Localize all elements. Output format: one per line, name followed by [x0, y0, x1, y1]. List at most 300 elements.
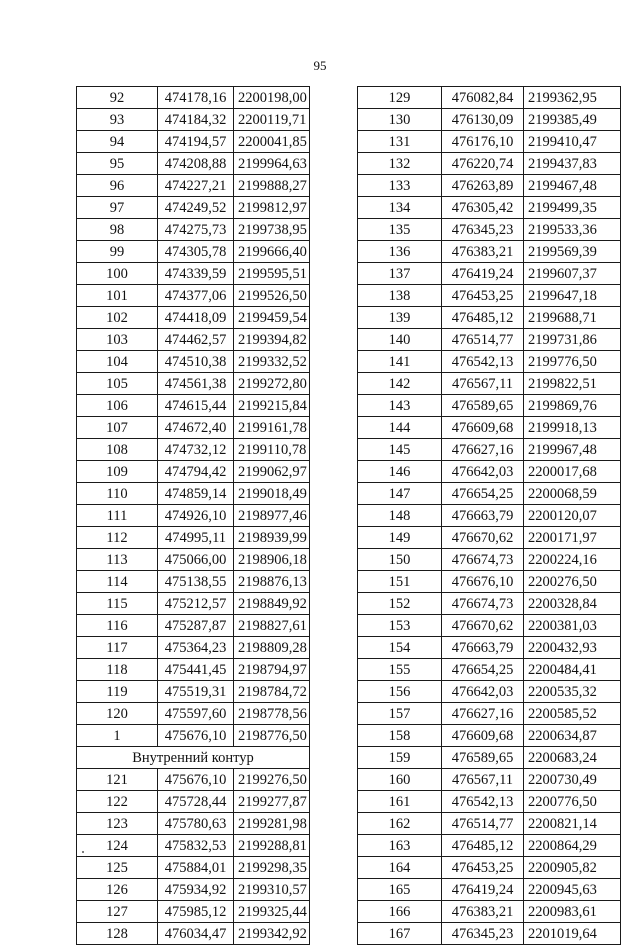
table-row [358, 923, 621, 945]
y-coordinate-cell: 2200017,68 [524, 461, 621, 483]
x-coordinate-cell: 476220,74 [442, 153, 524, 175]
x-coordinate-cell: 475985,12 [158, 901, 234, 923]
table-row [358, 659, 621, 681]
y-coordinate-cell: 2200945,63 [524, 879, 621, 901]
y-coordinate-cell: 2199731,86 [524, 329, 621, 351]
y-coordinate-cell: 2199467,48 [524, 175, 621, 197]
y-coordinate-cell: 2198778,56 [234, 703, 310, 725]
table-row [77, 659, 310, 681]
point-number-cell: 120 [77, 703, 158, 725]
table-row [77, 307, 310, 329]
point-number-cell: 101 [77, 285, 158, 307]
y-coordinate-cell: 2199688,71 [524, 307, 621, 329]
table-row [358, 417, 621, 439]
y-coordinate-cell: 2199362,95 [524, 87, 621, 109]
point-number-cell: 121 [77, 769, 158, 791]
table-row [358, 901, 621, 923]
point-number-cell: 154 [358, 637, 442, 659]
y-coordinate-cell: 2200171,97 [524, 527, 621, 549]
point-number-cell: 132 [358, 153, 442, 175]
point-number-cell: 124 [77, 835, 158, 857]
y-coordinate-cell: 2199276,50 [234, 769, 310, 791]
x-coordinate-cell: 475519,31 [158, 681, 234, 703]
y-coordinate-cell: 2200683,24 [524, 747, 621, 769]
y-coordinate-cell: 2200120,07 [524, 505, 621, 527]
point-number-cell: 137 [358, 263, 442, 285]
x-coordinate-cell: 476654,25 [442, 483, 524, 505]
point-number-cell: 153 [358, 615, 442, 637]
table-row [358, 505, 621, 527]
x-coordinate-cell: 474275,73 [158, 219, 234, 241]
x-coordinate-cell: 476345,23 [442, 923, 524, 945]
y-coordinate-cell: 2198906,18 [234, 549, 310, 571]
x-coordinate-cell: 476542,13 [442, 791, 524, 813]
x-coordinate-cell: 474227,21 [158, 175, 234, 197]
point-number-cell: 147 [358, 483, 442, 505]
point-number-cell: 139 [358, 307, 442, 329]
table-row [358, 263, 621, 285]
x-coordinate-cell: 476663,79 [442, 637, 524, 659]
table-row [77, 483, 310, 505]
x-coordinate-cell: 476082,84 [442, 87, 524, 109]
table-row [358, 857, 621, 879]
point-number-cell: 125 [77, 857, 158, 879]
y-coordinate-cell: 2200432,93 [524, 637, 621, 659]
point-number-cell: 131 [358, 131, 442, 153]
table-row [358, 549, 621, 571]
y-coordinate-cell: 2200224,16 [524, 549, 621, 571]
x-coordinate-cell: 476453,25 [442, 857, 524, 879]
y-coordinate-cell: 2199595,51 [234, 263, 310, 285]
y-coordinate-cell: 2199533,36 [524, 219, 621, 241]
y-coordinate-cell: 2200119,71 [234, 109, 310, 131]
table-row [358, 109, 621, 131]
table-row [358, 527, 621, 549]
y-coordinate-cell: 2199161,78 [234, 417, 310, 439]
table-row [358, 351, 621, 373]
y-coordinate-cell: 2199459,54 [234, 307, 310, 329]
table-row [77, 835, 310, 857]
table-row [358, 681, 621, 703]
y-coordinate-cell: 2199272,80 [234, 373, 310, 395]
point-number-cell: 109 [77, 461, 158, 483]
y-coordinate-cell: 2199281,98 [234, 813, 310, 835]
y-coordinate-cell: 2199647,18 [524, 285, 621, 307]
table-row [358, 131, 621, 153]
x-coordinate-cell: 474305,78 [158, 241, 234, 263]
x-coordinate-cell: 475728,44 [158, 791, 234, 813]
x-coordinate-cell: 476345,23 [442, 219, 524, 241]
table-row [358, 835, 621, 857]
x-coordinate-cell: 474561,38 [158, 373, 234, 395]
y-coordinate-cell: 2200983,61 [524, 901, 621, 923]
y-coordinate-cell: 2201019,64 [524, 923, 621, 945]
table-row [358, 879, 621, 901]
x-coordinate-cell: 476485,12 [442, 835, 524, 857]
x-coordinate-cell: 475934,92 [158, 879, 234, 901]
x-coordinate-cell: 475597,60 [158, 703, 234, 725]
table-row [77, 87, 310, 109]
table-row [77, 175, 310, 197]
y-coordinate-cell: 2199018,49 [234, 483, 310, 505]
table-row [358, 197, 621, 219]
table-row [77, 153, 310, 175]
point-number-cell: 106 [77, 395, 158, 417]
table-row [77, 703, 310, 725]
y-coordinate-cell: 2199822,51 [524, 373, 621, 395]
table-row [77, 285, 310, 307]
table-row [77, 549, 310, 571]
table-row [77, 725, 310, 747]
point-number-cell: 150 [358, 549, 442, 571]
x-coordinate-cell: 476542,13 [442, 351, 524, 373]
y-coordinate-cell: 2199666,40 [234, 241, 310, 263]
x-coordinate-cell: 476130,09 [442, 109, 524, 131]
x-coordinate-cell: 476453,25 [442, 285, 524, 307]
table-row [358, 593, 621, 615]
point-number-cell: 97 [77, 197, 158, 219]
x-coordinate-cell: 474184,32 [158, 109, 234, 131]
y-coordinate-cell: 2199342,92 [234, 923, 310, 945]
table-row [77, 197, 310, 219]
y-coordinate-cell: 2200585,52 [524, 703, 621, 725]
y-coordinate-cell: 2200041,85 [234, 131, 310, 153]
table-row [77, 791, 310, 813]
y-coordinate-cell: 2200068,59 [524, 483, 621, 505]
x-coordinate-cell: 474794,42 [158, 461, 234, 483]
x-coordinate-cell: 475780,63 [158, 813, 234, 835]
table-row [358, 241, 621, 263]
point-number-cell: 136 [358, 241, 442, 263]
table-row [358, 373, 621, 395]
x-coordinate-cell: 476383,21 [442, 901, 524, 923]
table-row [358, 637, 621, 659]
x-coordinate-cell: 475676,10 [158, 725, 234, 747]
y-coordinate-cell: 2198939,99 [234, 527, 310, 549]
x-coordinate-cell: 475212,57 [158, 593, 234, 615]
table-row [77, 395, 310, 417]
x-coordinate-cell: 474194,57 [158, 131, 234, 153]
point-number-cell: 99 [77, 241, 158, 263]
y-coordinate-cell: 2199499,35 [524, 197, 621, 219]
point-number-cell: 112 [77, 527, 158, 549]
table-row [77, 923, 310, 945]
x-coordinate-cell: 476627,16 [442, 439, 524, 461]
point-number-cell: 167 [358, 923, 442, 945]
point-number-cell: 1 [77, 725, 158, 747]
table-row [358, 615, 621, 637]
x-coordinate-cell: 476176,10 [442, 131, 524, 153]
y-coordinate-cell: 2198849,92 [234, 593, 310, 615]
y-coordinate-cell: 2199526,50 [234, 285, 310, 307]
table-row [358, 87, 621, 109]
y-coordinate-cell: 2199310,57 [234, 879, 310, 901]
y-coordinate-cell: 2199110,78 [234, 439, 310, 461]
y-coordinate-cell: 2200821,14 [524, 813, 621, 835]
point-number-cell: 163 [358, 835, 442, 857]
y-coordinate-cell: 2199607,37 [524, 263, 621, 285]
x-coordinate-cell: 476263,89 [442, 175, 524, 197]
y-coordinate-cell: 2199888,27 [234, 175, 310, 197]
table-row [358, 153, 621, 175]
point-number-cell: 143 [358, 395, 442, 417]
y-coordinate-cell: 2198876,13 [234, 571, 310, 593]
point-number-cell: 115 [77, 593, 158, 615]
x-coordinate-cell: 476642,03 [442, 461, 524, 483]
table-row [77, 681, 310, 703]
x-coordinate-cell: 475441,45 [158, 659, 234, 681]
point-number-cell: 152 [358, 593, 442, 615]
y-coordinate-cell: 2198784,72 [234, 681, 310, 703]
table-row [77, 417, 310, 439]
table-row [358, 175, 621, 197]
x-coordinate-cell: 476642,03 [442, 681, 524, 703]
x-coordinate-cell: 475066,00 [158, 549, 234, 571]
point-number-cell: 165 [358, 879, 442, 901]
point-number-cell: 100 [77, 263, 158, 285]
x-coordinate-cell: 476034,47 [158, 923, 234, 945]
table-row [358, 219, 621, 241]
point-number-cell: 151 [358, 571, 442, 593]
point-number-cell: 102 [77, 307, 158, 329]
table-row [358, 439, 621, 461]
x-coordinate-cell: 476514,77 [442, 329, 524, 351]
point-number-cell: 92 [77, 87, 158, 109]
x-coordinate-cell: 476670,62 [442, 527, 524, 549]
y-coordinate-cell: 2200776,50 [524, 791, 621, 813]
x-coordinate-cell: 476627,16 [442, 703, 524, 725]
y-coordinate-cell: 2199385,49 [524, 109, 621, 131]
point-number-cell: 117 [77, 637, 158, 659]
table-row [358, 813, 621, 835]
table-row [77, 461, 310, 483]
x-coordinate-cell: 476609,68 [442, 417, 524, 439]
table-row [77, 813, 310, 835]
point-number-cell: 126 [77, 879, 158, 901]
y-coordinate-cell: 2199437,83 [524, 153, 621, 175]
table-row [358, 747, 621, 769]
x-coordinate-cell: 476419,24 [442, 879, 524, 901]
x-coordinate-cell: 476419,24 [442, 263, 524, 285]
point-number-cell: 105 [77, 373, 158, 395]
point-number-cell: 127 [77, 901, 158, 923]
x-coordinate-cell: 476589,65 [442, 395, 524, 417]
y-coordinate-cell: 2200535,32 [524, 681, 621, 703]
x-coordinate-cell: 476663,79 [442, 505, 524, 527]
table-row [358, 571, 621, 593]
x-coordinate-cell: 476567,11 [442, 373, 524, 395]
table-row [77, 131, 310, 153]
point-number-cell: 95 [77, 153, 158, 175]
point-number-cell: 114 [77, 571, 158, 593]
y-coordinate-cell: 2199738,95 [234, 219, 310, 241]
point-number-cell: 108 [77, 439, 158, 461]
table-row [77, 857, 310, 879]
table-row [77, 901, 310, 923]
table-row [77, 439, 310, 461]
x-coordinate-cell: 476383,21 [442, 241, 524, 263]
point-number-cell: 156 [358, 681, 442, 703]
point-number-cell: 161 [358, 791, 442, 813]
point-number-cell: 145 [358, 439, 442, 461]
x-coordinate-cell: 476589,65 [442, 747, 524, 769]
y-coordinate-cell: 2198827,61 [234, 615, 310, 637]
section-caption-row [77, 747, 310, 769]
y-coordinate-cell: 2198776,50 [234, 725, 310, 747]
x-coordinate-cell: 474510,38 [158, 351, 234, 373]
x-coordinate-cell: 474672,40 [158, 417, 234, 439]
x-coordinate-cell: 476674,73 [442, 593, 524, 615]
y-coordinate-cell: 2199062,97 [234, 461, 310, 483]
y-coordinate-cell: 2199964,63 [234, 153, 310, 175]
point-number-cell: 159 [358, 747, 442, 769]
point-number-cell: 130 [358, 109, 442, 131]
x-coordinate-cell: 475884,01 [158, 857, 234, 879]
table-row [77, 593, 310, 615]
point-number-cell: 134 [358, 197, 442, 219]
x-coordinate-cell: 475287,87 [158, 615, 234, 637]
point-number-cell: 93 [77, 109, 158, 131]
x-coordinate-cell: 474732,12 [158, 439, 234, 461]
point-number-cell: 107 [77, 417, 158, 439]
point-number-cell: 103 [77, 329, 158, 351]
y-coordinate-cell: 2199967,48 [524, 439, 621, 461]
x-coordinate-cell: 476514,77 [442, 813, 524, 835]
table-row [358, 483, 621, 505]
y-coordinate-cell: 2199569,39 [524, 241, 621, 263]
x-coordinate-cell: 474178,16 [158, 87, 234, 109]
table-row [358, 395, 621, 417]
table-row [358, 285, 621, 307]
point-number-cell: 164 [358, 857, 442, 879]
x-coordinate-cell: 474859,14 [158, 483, 234, 505]
y-coordinate-cell: 2198794,97 [234, 659, 310, 681]
point-number-cell: 149 [358, 527, 442, 549]
point-number-cell: 94 [77, 131, 158, 153]
y-coordinate-cell: 2199332,52 [234, 351, 310, 373]
point-number-cell: 155 [358, 659, 442, 681]
table-row [358, 769, 621, 791]
y-coordinate-cell: 2200864,29 [524, 835, 621, 857]
table-row [358, 307, 621, 329]
point-number-cell: 135 [358, 219, 442, 241]
x-coordinate-cell: 475364,23 [158, 637, 234, 659]
x-coordinate-cell: 475832,53 [158, 835, 234, 857]
y-coordinate-cell: 2199918,13 [524, 417, 621, 439]
point-number-cell: 146 [358, 461, 442, 483]
y-coordinate-cell: 2199277,87 [234, 791, 310, 813]
y-coordinate-cell: 2200730,49 [524, 769, 621, 791]
x-coordinate-cell: 476674,73 [442, 549, 524, 571]
inner-contour-caption: Внутренний контур [77, 747, 310, 769]
y-coordinate-cell: 2200198,00 [234, 87, 310, 109]
x-coordinate-cell: 474615,44 [158, 395, 234, 417]
point-number-cell: 162 [358, 813, 442, 835]
scan-speck [82, 851, 84, 853]
point-number-cell: 148 [358, 505, 442, 527]
point-number-cell: 111 [77, 505, 158, 527]
point-number-cell: 122 [77, 791, 158, 813]
coordinates-table-left [76, 86, 310, 945]
table-row [77, 351, 310, 373]
y-coordinate-cell: 2199394,82 [234, 329, 310, 351]
point-number-cell: 118 [77, 659, 158, 681]
point-number-cell: 119 [77, 681, 158, 703]
table-row [77, 329, 310, 351]
point-number-cell: 116 [77, 615, 158, 637]
point-number-cell: 140 [358, 329, 442, 351]
y-coordinate-cell: 2199288,81 [234, 835, 310, 857]
table-row [77, 879, 310, 901]
x-coordinate-cell: 476609,68 [442, 725, 524, 747]
x-coordinate-cell: 474418,09 [158, 307, 234, 329]
point-number-cell: 144 [358, 417, 442, 439]
point-number-cell: 104 [77, 351, 158, 373]
coordinates-table-right [357, 86, 621, 945]
point-number-cell: 128 [77, 923, 158, 945]
x-coordinate-cell: 475138,55 [158, 571, 234, 593]
x-coordinate-cell: 476670,62 [442, 615, 524, 637]
y-coordinate-cell: 2200634,87 [524, 725, 621, 747]
table-row [358, 791, 621, 813]
y-coordinate-cell: 2200381,03 [524, 615, 621, 637]
y-coordinate-cell: 2199298,35 [234, 857, 310, 879]
y-coordinate-cell: 2200905,82 [524, 857, 621, 879]
x-coordinate-cell: 474926,10 [158, 505, 234, 527]
y-coordinate-cell: 2199812,97 [234, 197, 310, 219]
table-row [358, 725, 621, 747]
point-number-cell: 110 [77, 483, 158, 505]
x-coordinate-cell: 474208,88 [158, 153, 234, 175]
point-number-cell: 96 [77, 175, 158, 197]
table-row [77, 769, 310, 791]
table-row [77, 615, 310, 637]
point-number-cell: 160 [358, 769, 442, 791]
page-number: 95 [313, 58, 327, 73]
table-row [77, 109, 310, 131]
table-row [77, 263, 310, 285]
y-coordinate-cell: 2199410,47 [524, 131, 621, 153]
y-coordinate-cell: 2199215,84 [234, 395, 310, 417]
point-number-cell: 123 [77, 813, 158, 835]
x-coordinate-cell: 474995,11 [158, 527, 234, 549]
table-row [77, 637, 310, 659]
x-coordinate-cell: 476305,42 [442, 197, 524, 219]
point-number-cell: 138 [358, 285, 442, 307]
table-row [77, 373, 310, 395]
x-coordinate-cell: 474339,59 [158, 263, 234, 285]
y-coordinate-cell: 2200484,41 [524, 659, 621, 681]
y-coordinate-cell: 2200276,50 [524, 571, 621, 593]
y-coordinate-cell: 2198977,46 [234, 505, 310, 527]
point-number-cell: 166 [358, 901, 442, 923]
x-coordinate-cell: 474462,57 [158, 329, 234, 351]
x-coordinate-cell: 476654,25 [442, 659, 524, 681]
y-coordinate-cell: 2199776,50 [524, 351, 621, 373]
y-coordinate-cell: 2199325,44 [234, 901, 310, 923]
point-number-cell: 157 [358, 703, 442, 725]
x-coordinate-cell: 474249,52 [158, 197, 234, 219]
point-number-cell: 129 [358, 87, 442, 109]
table-row [77, 571, 310, 593]
point-number-cell: 158 [358, 725, 442, 747]
x-coordinate-cell: 474377,06 [158, 285, 234, 307]
x-coordinate-cell: 476676,10 [442, 571, 524, 593]
table-row [77, 527, 310, 549]
x-coordinate-cell: 476567,11 [442, 769, 524, 791]
y-coordinate-cell: 2199869,76 [524, 395, 621, 417]
point-number-cell: 98 [77, 219, 158, 241]
